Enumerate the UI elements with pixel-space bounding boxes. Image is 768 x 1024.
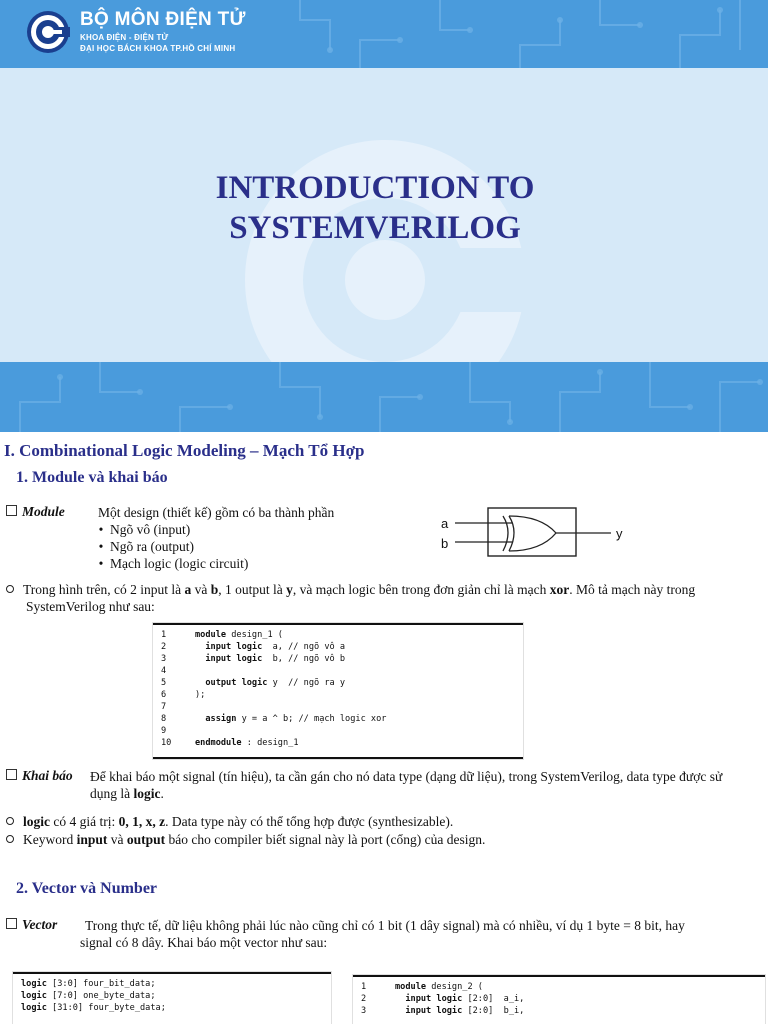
input-a-label: a [441,516,449,531]
line-number: 1 [161,630,167,640]
code-keyword: module [395,982,427,992]
code-line [21,978,325,990]
khaibao-term: Khai báo [6,767,73,784]
xor-paragraph-line-2: SystemVerilog như sau: [26,599,155,614]
code-keyword: logic [21,991,47,1001]
code-block-vector [13,972,331,1024]
logic-values-bullet: logic có 4 giá trị: 0, 1, x, z. Data type này có thể tổng hợp được (synthesizable). [6,813,453,830]
vector-line-1: Trong thực tế, dữ liệu không phải lúc nào cũng chỉ có 1 bit (1 dây signal) mà có nhiều, ví dụ 1 byte = 8 bit, hay [85,918,685,933]
title-line-2: SYSTEMVERILOG [229,210,521,246]
code-text: design_2 ( [426,982,483,992]
code-text: y = a ^ b; // mạch logic xor [236,714,387,724]
line-number: 2 [161,642,167,652]
vector-line-2: signal có 8 dây. Khai báo một vector như sau: [80,935,328,950]
code-keyword: input logic [195,654,263,664]
line-number: 3 [161,654,167,664]
khaibao-line-2: dụng là logic. [90,786,164,801]
module-term: Module [6,503,65,520]
subsection-heading-2: 2. Vector và Number [16,880,158,897]
list-item: • Ngõ ra (output) [92,538,248,555]
code-lines [13,974,331,1020]
brand-line-2: ĐẠI HỌC BÁCH KHOA TP.HỒ CHÍ MINH [80,44,236,53]
line-number: 6 [161,690,167,700]
circle-bullet-icon [6,835,14,843]
brand-block [80,8,246,54]
line-number: 5 [161,678,167,688]
input-b-label: b [441,536,449,551]
code-line [161,689,517,701]
circle-bullet-icon [6,817,14,825]
code-text: y // ngõ ra y [267,678,346,688]
code-keyword: input logic [395,1006,463,1016]
line-number: 7 [161,702,167,712]
code-lines [353,977,765,1023]
xor-module-diagram [431,494,632,572]
checkbox-bullet-icon [6,505,17,516]
code-text: [2:0] a_i, [462,994,525,1004]
module-parts-list [92,521,248,572]
faculty-logo-icon [26,10,70,54]
code-line [21,990,325,1002]
code-line [161,653,517,665]
code-lines [153,625,523,755]
vector-term: Vector [6,916,57,933]
list-item: • Ngõ vô (input) [92,521,248,538]
code-line [361,981,759,993]
page-title [0,168,750,248]
code-text: a, // ngõ vô a [262,642,346,652]
code-line [361,1005,759,1017]
code-text: [7:0] one_byte_data; [46,991,156,1001]
code-line [161,677,517,689]
circuit-pattern-bottom [0,362,768,432]
code-keyword: assign [195,714,237,724]
code-line [161,665,517,677]
output-y-label: y [616,526,623,541]
code-text: b, // ngõ vô b [262,654,346,664]
xor-gate-icon [431,494,632,572]
code-line [161,641,517,653]
line-number: 10 [161,738,172,748]
line-number: 8 [161,714,167,724]
title-line-1: INTRODUCTION TO [215,170,535,206]
xor-paragraph: Trong hình trên, có 2 input là a và b, 1 output là y, và mạch logic bên trong đơn giản chỉ là mạch xor. Mô tả mạch này trong [6,581,766,598]
subsection-heading-1: 1. Module và khai báo [16,469,168,486]
khaibao-line-1: Để khai báo một signal (tín hiệu), ta cần gán cho nó data type (dạng dữ liệu), trong SystemVerilog, data type được sử [90,769,723,784]
code-keyword: input logic [195,642,263,652]
code-line [161,737,517,749]
header-bar [0,0,768,68]
keyword-bullet: Keyword input và output báo cho compiler biết signal này là port (cổng) của design. [6,831,485,848]
code-text: [3:0] four_bit_data; [46,979,156,989]
code-keyword: endmodule [195,738,242,748]
code-line [161,713,517,725]
list-item: • Mạch logic (logic circuit) [92,555,248,572]
brand-name: BỘ MÔN ĐIỆN TỬ [80,9,246,30]
code-line [161,725,517,737]
checkbox-bullet-icon [6,769,17,780]
line-number: 9 [161,726,167,736]
title-banner [0,0,768,432]
footer-bar [0,362,768,432]
checkbox-bullet-icon [6,918,17,929]
line-number: 2 [361,994,367,1004]
code-line [361,993,759,1005]
line-number: 4 [161,666,167,676]
code-keyword: logic [21,1003,47,1013]
code-block-design-1 [153,623,523,759]
code-text: : design_1 [241,738,299,748]
code-line [21,1002,325,1014]
code-keyword: module [195,630,227,640]
brand-line-1: KHOA ĐIỆN - ĐIỆN TỬ [80,33,169,42]
line-number: 1 [361,982,367,992]
code-text: design_1 ( [226,630,283,640]
module-description: Một design (thiết kế) gồm có ba thành phần [98,505,335,520]
circle-bullet-icon [6,585,14,593]
code-text: [31:0] four_byte_data; [46,1003,166,1013]
code-keyword: input logic [395,994,463,1004]
code-keyword: output logic [195,678,268,688]
code-text: ); [195,690,206,700]
code-block-design-2 [353,975,765,1024]
section-heading: I. Combinational Logic Modeling – Mạch Tổ Hợp [4,441,365,460]
code-keyword: logic [21,979,47,989]
code-line [161,629,517,641]
line-number: 3 [361,1006,367,1016]
code-line [161,701,517,713]
code-text: [2:0] b_i, [462,1006,525,1016]
